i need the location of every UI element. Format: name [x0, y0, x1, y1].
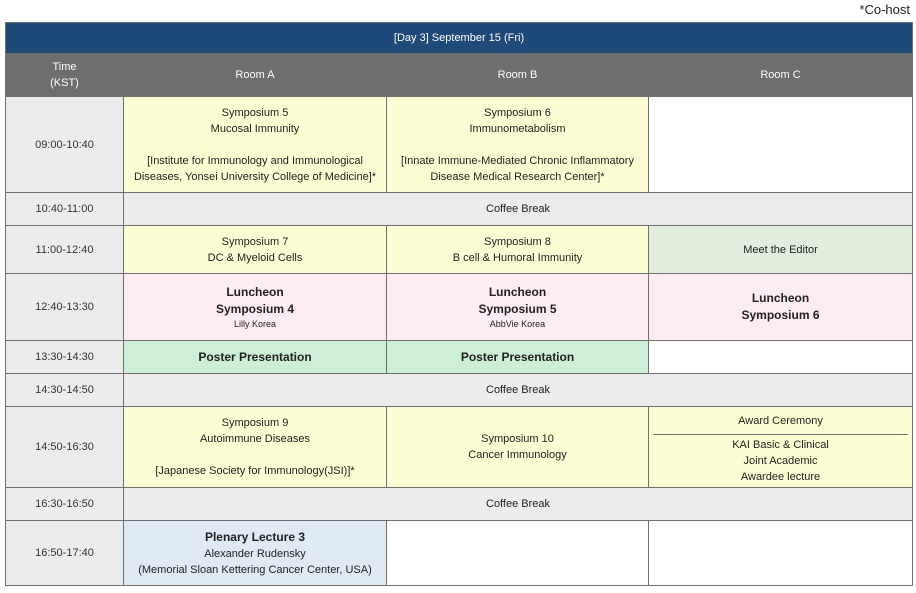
- session-subtitle: Immunometabolism: [469, 122, 566, 135]
- session-title: Symposium 7: [221, 235, 289, 248]
- session-title: Symposium 10: [481, 433, 554, 445]
- session-luncheon-6: [649, 274, 913, 341]
- empty-cell: [387, 521, 649, 586]
- empty-cell: [649, 97, 913, 193]
- session-subtitle: Mucosal Immunity: [210, 122, 300, 135]
- time-header-zone: (KST): [50, 77, 79, 89]
- schedule-row: [6, 226, 913, 274]
- awardee-lecture-line: KAI Basic & Clinical: [732, 439, 829, 451]
- session-symposium-6: [387, 97, 649, 193]
- session-title: Luncheon: [488, 284, 547, 299]
- schedule-row: [6, 407, 913, 488]
- session-organizer: [Japanese Society for Immunology(JSI)]*: [155, 465, 355, 477]
- session-organizer: [Institute for Immunology and Immunological: [147, 154, 363, 167]
- session-subtitle: DC & Myeloid Cells: [207, 251, 303, 264]
- session-symposium-10: [387, 407, 649, 488]
- schedule-row: [6, 521, 913, 586]
- session-sponsor: AbbVie Korea: [489, 318, 546, 329]
- session-plenary-3: [124, 521, 387, 586]
- session-organizer: Diseases, Yonsei University College of Medicine]*: [133, 170, 377, 183]
- session-organizer: [Innate Immune-Mediated Chronic Inflammatory: [401, 154, 634, 167]
- session-subtitle: Cancer Immunology: [468, 449, 567, 461]
- time-cell: 09:00-10:40: [6, 97, 124, 193]
- session-symposium-5: [124, 97, 387, 193]
- session-subtitle: Autoimmune Diseases: [199, 433, 311, 445]
- schedule-row: [6, 374, 913, 407]
- time-cell: 10:40-11:00: [6, 193, 124, 226]
- time-header: [6, 54, 124, 97]
- schedule-row: [6, 97, 913, 193]
- session-sponsor: Lilly Korea: [233, 318, 277, 329]
- header-row: [6, 54, 913, 97]
- session-luncheon-5: [387, 274, 649, 341]
- coffee-break: Coffee Break: [124, 488, 913, 521]
- session-title: Plenary Lecture 3: [204, 529, 306, 544]
- cohost-note: *Co-host: [859, 2, 910, 17]
- time-cell: 14:30-14:50: [6, 374, 124, 407]
- session-title: Luncheon: [751, 291, 810, 305]
- coffee-break: Coffee Break: [124, 374, 913, 407]
- session-title: Symposium 5: [221, 106, 289, 119]
- time-cell: 13:30-14:30: [6, 341, 124, 374]
- session-title: Luncheon: [226, 284, 284, 299]
- session-title: Symposium 9: [221, 417, 289, 429]
- room-c-header: Room C: [649, 54, 913, 97]
- day-title-row: [6, 23, 913, 54]
- room-a-header: Room A: [124, 54, 387, 97]
- coffee-break: Coffee Break: [124, 193, 913, 226]
- session-title: Symposium 8: [484, 235, 551, 248]
- session-poster-a: Poster Presentation: [124, 341, 387, 374]
- session-speaker: Alexander Rudensky: [204, 547, 306, 560]
- session-title: Symposium 4: [215, 301, 295, 316]
- time-cell: 12:40-13:30: [6, 274, 124, 341]
- empty-cell: [649, 521, 913, 586]
- time-cell: 14:50-16:30: [6, 407, 124, 488]
- session-title: Symposium 6: [741, 308, 820, 322]
- session-luncheon-4: [124, 274, 387, 341]
- time-cell: 16:50-17:40: [6, 521, 124, 586]
- schedule-row: [6, 193, 913, 226]
- time-cell: 11:00-12:40: [6, 226, 124, 274]
- schedule-row: [6, 341, 913, 374]
- session-title: Symposium 6: [484, 106, 551, 119]
- session-poster-b: Poster Presentation: [387, 341, 649, 374]
- session-affiliation: (Memorial Sloan Kettering Cancer Center, USA): [138, 563, 372, 576]
- room-b-header: Room B: [387, 54, 649, 97]
- session-organizer: Disease Medical Research Center]*: [430, 170, 605, 183]
- time-header-label: Time: [52, 61, 77, 73]
- session-symposium-9: [124, 407, 387, 488]
- session-symposium-8: [387, 226, 649, 274]
- session-meet-the-editor: Meet the Editor: [649, 226, 913, 274]
- awardee-lecture-line: Joint Academic: [743, 455, 818, 467]
- time-cell: 16:30-16:50: [6, 488, 124, 521]
- awardee-lecture: [653, 435, 908, 487]
- day-title: [Day 3] September 15 (Fri): [6, 23, 913, 54]
- schedule-row: [6, 274, 913, 341]
- awardee-lecture-line: Awardee lecture: [740, 471, 821, 483]
- session-title: Symposium 5: [478, 301, 557, 316]
- empty-cell: [649, 341, 913, 374]
- award-ceremony: Award Ceremony: [653, 407, 908, 435]
- schedule-row: [6, 488, 913, 521]
- session-subtitle: B cell & Humoral Immunity: [452, 251, 583, 264]
- session-symposium-7: [124, 226, 387, 274]
- session-award: [649, 407, 913, 488]
- schedule-table: [5, 22, 913, 586]
